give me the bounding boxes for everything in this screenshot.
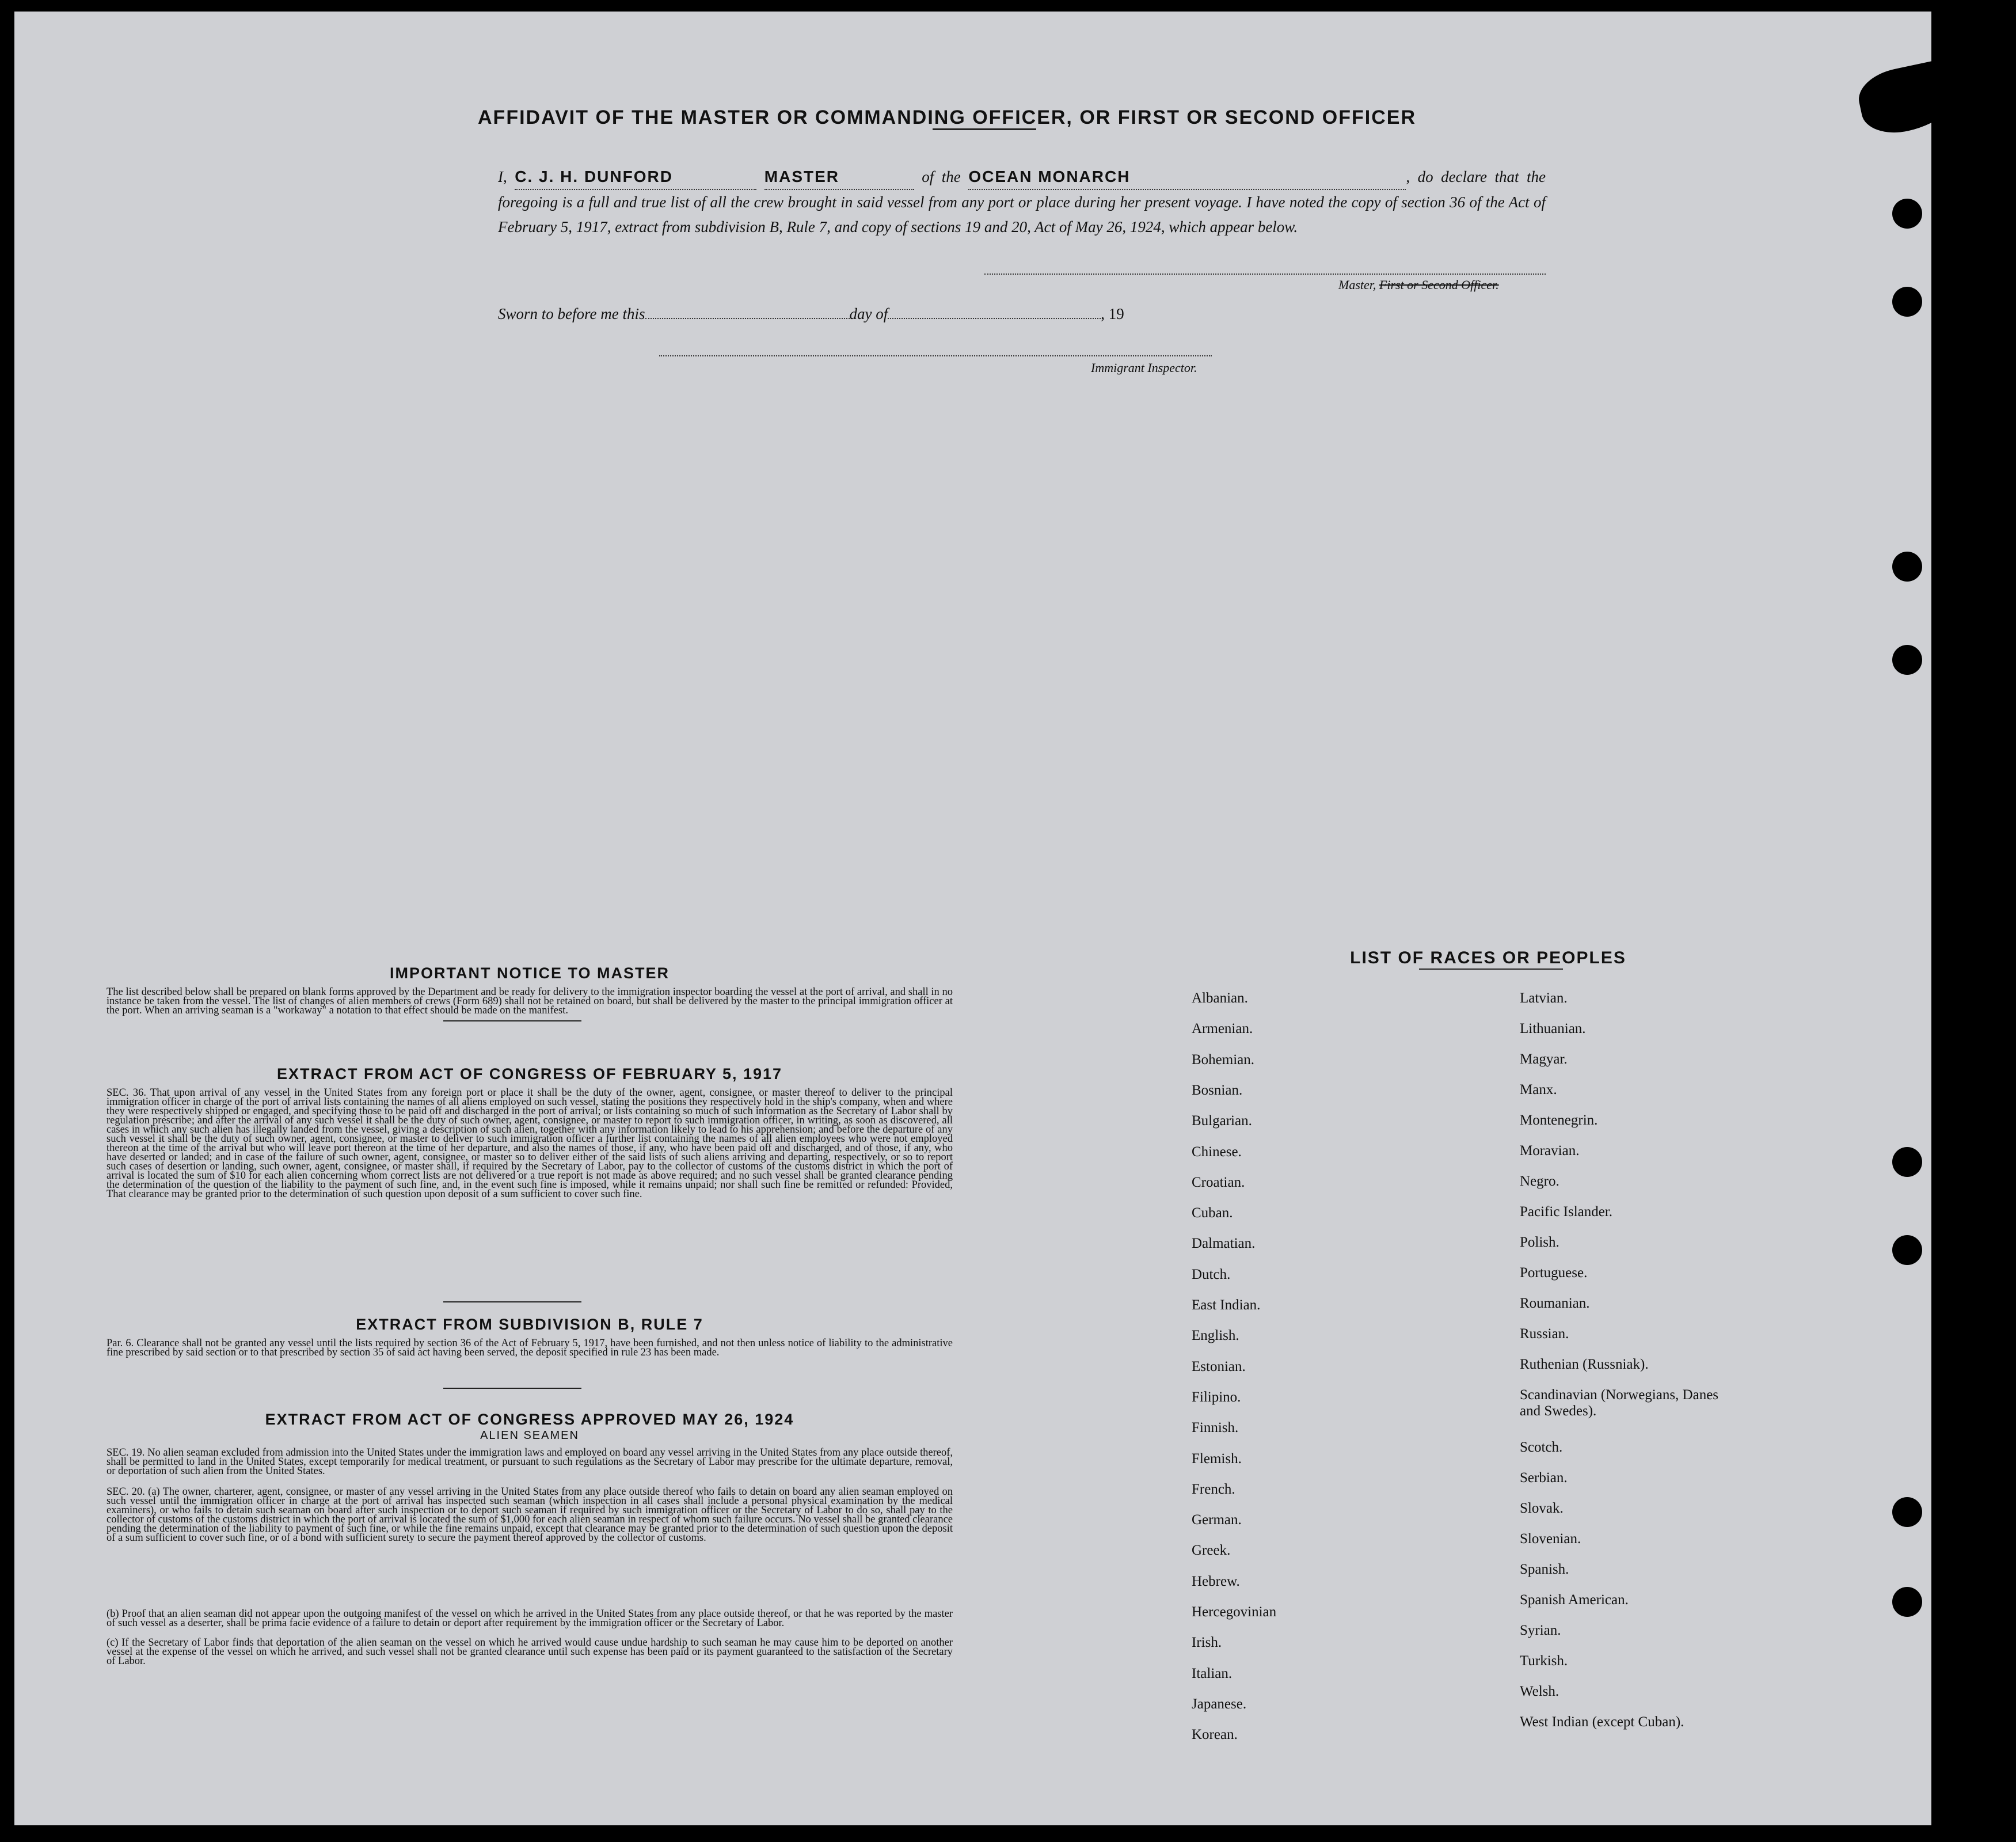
vessel-field: OCEAN MONARCH xyxy=(968,164,1406,190)
declaration-pre: I, xyxy=(498,168,507,185)
rank-field: MASTER xyxy=(764,164,914,190)
race-item: Slovenian. xyxy=(1520,1531,1581,1547)
race-item: Slovak. xyxy=(1520,1501,1564,1516)
section-19-text: SEC. 19. No alien seaman excluded from admission into the United States under the immigration laws and employed on board any vessel arriving in the United States from any place outside thereof, shall be permitted to land in the United States, except temporarily for medical treatment, or pursuant to such regulations as the Secretary of Labor may prescribe for the ultimate departure, removal, or deportation of such alien from the United States. xyxy=(106,1447,953,1477)
race-item: Irish. xyxy=(1192,1635,1222,1651)
inspector-caption: Immigrant Inspector. xyxy=(1091,360,1197,375)
subdivision-b-heading: EXTRACT FROM SUBDIVISION B, RULE 7 xyxy=(356,1316,703,1333)
race-item: Spanish. xyxy=(1520,1562,1569,1577)
divider xyxy=(443,1301,581,1302)
race-item: Roumanian. xyxy=(1520,1296,1590,1311)
races-divider xyxy=(1419,969,1563,970)
section-20b-text: (b) Proof that an alien seaman did not appear upon the outgoing manifest of the vessel on which he arrived in the United States from any place outside thereof, or that he was reported by the master of such vessel as a deserter, shall be prima facie evidence of a failure to detain or deport after requirement by the immigration officer or the Secretary of Labor. xyxy=(106,1608,953,1629)
race-item: Turkish. xyxy=(1520,1653,1568,1669)
race-item: Croatian. xyxy=(1192,1174,1245,1190)
sworn-line: Sworn to before me this day of , 19 xyxy=(498,305,1124,322)
form-sheet xyxy=(14,12,1931,1825)
race-item: Ruthenian (Russniak). xyxy=(1520,1357,1649,1372)
binder-hole xyxy=(1892,1147,1922,1177)
race-item: Cuban. xyxy=(1192,1205,1233,1221)
race-item: Estonian. xyxy=(1192,1358,1246,1374)
divider xyxy=(443,1020,581,1021)
master-name-field: C. J. H. DUNFORD xyxy=(515,164,756,190)
race-item: Bohemian. xyxy=(1192,1051,1255,1068)
notice-text: The list described below shall be prepared on blank forms approved by the Department and be ready for delivery to the immigration inspector boarding the vessel at the port of arrival, and shall in no instance be taken from the vessel. The list of changes of alien members of crews (Form 689) shall not be retained on board, but shall be delivered by the master to the principal immigration officer at the port. When an arriving seaman is a "workaway" a notation to that effect should be made on the manifest. xyxy=(106,986,953,1016)
section-20c-text: (c) If the Secretary of Labor finds that deportation of the alien seaman on the vessel on which he arrived would cause undue hardship to such seaman he may cause him to be deported on another vessel at the expense of the vessel on which he arrived, and such vessel shall not be granted clearance until such expense has been paid or its payment guaranteed to the satisfaction of the Secretary of Labor. xyxy=(106,1637,953,1667)
race-item: Magyar. xyxy=(1520,1051,1568,1067)
race-item: Moravian. xyxy=(1520,1143,1580,1159)
race-item: Montenegrin. xyxy=(1520,1112,1598,1128)
binder-hole xyxy=(1892,1235,1922,1265)
race-item: Bosnian. xyxy=(1192,1082,1243,1098)
torn-corner xyxy=(1854,56,1969,139)
extract-1917-heading: EXTRACT FROM ACT OF CONGRESS OF FEBRUARY 5, 1917 xyxy=(276,1065,783,1083)
race-item: Syrian. xyxy=(1520,1623,1561,1638)
extract-1924-heading: EXTRACT FROM ACT OF CONGRESS APPROVED MAY 26, 1924 xyxy=(265,1411,794,1428)
binder-hole xyxy=(1892,552,1922,582)
extract-1917-text: SEC. 36. That upon arrival of any vessel in the United States from any foreign port or place it shall be the duty of the owner, agent, consignee, or master thereof to deliver to the principal immigration officer in charge of the port of arrival lists containing the names of all aliens employed on such vessel, stating the positions they respectively hold in the ship's company, when and where they were respectively shipped or engaged, and specifying those to be paid off and discharged in the port of arrival; or lists containing so much of such information as the Secretary of Labor shall by regulation prescribe; and after the arrival of any such vessel it shall be the duty of such owner, agent, consignee, or master to report to such immigration officer, in writing, as soon as discovered, all cases in which any such alien has illegally landed from the vessel, giving a description of such alien, together with any information likely to lead to his apprehension; and before the departure of any such vessel it shall be the duty of such owner, agent, consignee, or master to deliver to such immigration officer a further list containing the names of all alien employees who were not employed thereon at the time of the arrival but who will leave port thereon at the time of her departure, and also the names of those, if any, who have been paid off and discharged, and of those, if any, who have deserted or landed; and in case of the failure of such owner, agent, consignee, or master so to deliver either of the said lists of such aliens arriving and departing, respectively, or so to report such cases of desertion or landing, such owner, agent, consignee, or master shall, if required by the Secretary of Labor, pay to the collector of customs of the customs district in which the port of arrival is located the sum of $10 for each alien concerning whom correct lists are not delivered or a true report is not made as above required; and no such vessel shall be granted clearance pending the determination of the question of the liability to the payment of such fine, and, in the event such fine is imposed, while it remains unpaid; nor shall such fine be remitted or refunded: Provided, That clearance may be granted prior to the determination of such question upon deposit of a sum sufficient to cover such fine. xyxy=(106,1087,953,1200)
race-item: Portuguese. xyxy=(1520,1265,1588,1281)
inspector-signature-line xyxy=(659,355,1212,356)
race-item: West Indian (except Cuban). xyxy=(1520,1714,1684,1730)
declaration xyxy=(498,164,1546,240)
races-heading: LIST OF RACES OR PEOPLES xyxy=(1350,948,1626,967)
title-divider xyxy=(933,128,1036,130)
of-the-label: of the xyxy=(922,168,961,185)
race-item: Welsh. xyxy=(1520,1684,1559,1699)
race-item: Armenian. xyxy=(1192,1021,1253,1037)
race-item: Dalmatian. xyxy=(1192,1236,1256,1252)
race-item: Italian. xyxy=(1192,1665,1233,1681)
race-item: Lithuanian. xyxy=(1520,1021,1586,1036)
race-item: French. xyxy=(1192,1481,1235,1497)
alien-seamen-subheading: ALIEN SEAMEN xyxy=(480,1429,579,1442)
binder-hole xyxy=(1892,1587,1922,1617)
declaration-body: that the foregoing is a full and true list of all the crew brought in said vessel from any port or place during her present voyage. I have noted the copy of section 36 of the Act of February 5, 1917, extract from subdivision B, Rule 7, and copy of sections 19 and 20, Act of May 26, 1924, which appear below. xyxy=(498,168,1546,236)
section-20a-text: SEC. 20. (a) The owner, charterer, agent, consignee, or master of any vessel arriving in the United States from any place outside thereof who fails to detain on board any alien seaman employed on such vessel until the immigration officer in charge at the port of arrival has inspected such seaman (which inspection in all cases shall include a personal physical examination by the medical examiners), or who fails to detain such seaman on board after such inspection or to deport such seaman if required by such immigration officer or the Secretary of Labor to do so, shall pay to the collector of customs of the customs district in which the port of arrival is located the sum of $1,000 for each alien seaman in respect of whom such failure occurs. No vessel shall be granted clearance pending the determination of the liability to payment of such fine, or while the fine remains unpaid, except that clearance may be granted prior to the determination of such question upon the deposit of a sum sufficient to cover such fine, or of a bond with sufficient surety to secure the payment thereof approved by the collector of customs. xyxy=(106,1486,953,1544)
master-signature-line xyxy=(984,274,1546,275)
binder-hole xyxy=(1892,645,1922,675)
race-item: Albanian. xyxy=(1192,990,1248,1006)
affidavit-title: AFFIDAVIT OF THE MASTER OR COMMANDING OFFICER, OR FIRST OR SECOND OFFICER xyxy=(478,107,1416,128)
race-item: Latvian. xyxy=(1520,990,1568,1006)
race-item: Greek. xyxy=(1192,1543,1231,1559)
race-item: Russian. xyxy=(1520,1326,1569,1342)
race-item: Polish. xyxy=(1520,1235,1559,1250)
race-item: Scandinavian (Norwegians, Danes and Swedes). xyxy=(1520,1387,1719,1419)
notice-heading: IMPORTANT NOTICE TO MASTER xyxy=(390,964,670,982)
race-item: Dutch. xyxy=(1192,1266,1231,1282)
binder-hole xyxy=(1892,1497,1922,1527)
race-item: Hebrew. xyxy=(1192,1573,1240,1589)
race-item: East Indian. xyxy=(1192,1297,1261,1313)
race-item: English. xyxy=(1192,1328,1239,1344)
race-item: Hercegovinian xyxy=(1192,1604,1277,1620)
race-item: Chinese. xyxy=(1192,1144,1242,1160)
binder-hole xyxy=(1892,199,1922,229)
race-item: Spanish American. xyxy=(1520,1592,1629,1608)
race-item: German. xyxy=(1192,1512,1242,1528)
race-item: Korean. xyxy=(1192,1727,1238,1743)
race-item: Manx. xyxy=(1520,1082,1557,1097)
race-item: Bulgarian. xyxy=(1192,1113,1252,1129)
do-declare-label: , do declare xyxy=(1406,168,1488,185)
race-item: Serbian. xyxy=(1520,1470,1568,1486)
race-item: Japanese. xyxy=(1192,1696,1247,1712)
race-item: Scotch. xyxy=(1520,1440,1563,1455)
race-item: Flemish. xyxy=(1192,1450,1242,1467)
race-item: Negro. xyxy=(1520,1173,1559,1189)
binder-hole xyxy=(1892,287,1922,317)
divider xyxy=(443,1388,581,1389)
master-signature-caption: Master, First or Second Officer. xyxy=(1338,278,1499,292)
race-item: Filipino. xyxy=(1192,1389,1241,1405)
race-item: Finnish. xyxy=(1192,1420,1239,1436)
race-item: Pacific Islander. xyxy=(1520,1204,1613,1220)
subdivision-b-text: Par. 6. Clearance shall not be granted any vessel until the lists required by section 36 of the Act of February 5, 1917, have been furnished, and not then unless notice of liability to the administrative fine prescribed by said section or to that prescribed by section 35 of said act having been served, the deposit specified in rule 23 has been made. xyxy=(106,1338,953,1358)
